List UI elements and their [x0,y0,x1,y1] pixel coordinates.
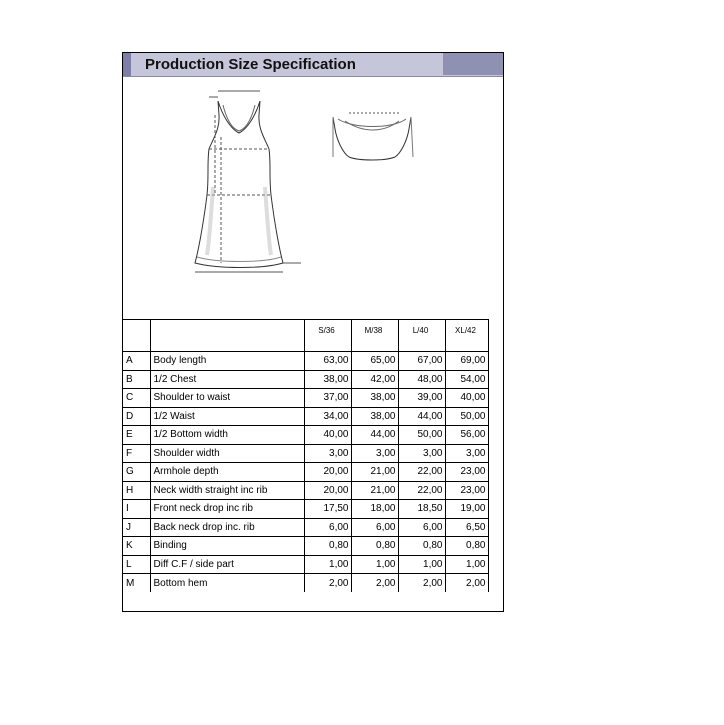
row-label: Front neck drop inc rib [150,500,304,519]
size-header: L/40 [398,320,445,352]
row-label: Shoulder to waist [150,389,304,408]
row-value: 2,00 [398,574,445,593]
title-accent-right [443,53,503,75]
row-value: 18,00 [351,500,398,519]
row-value: 17,50 [304,500,351,519]
row-value: 50,00 [445,407,488,426]
row-value: 1,00 [445,555,488,574]
header-code-cell [123,320,150,352]
row-value: 3,00 [304,444,351,463]
row-value: 1,00 [398,555,445,574]
row-value: 20,00 [304,463,351,482]
row-code: D [123,407,150,426]
row-value: 1,00 [304,555,351,574]
size-header: S/36 [304,320,351,352]
row-label: 1/2 Chest [150,370,304,389]
spec-sheet [122,52,504,612]
table-row [123,574,488,593]
row-value: 54,00 [445,370,488,389]
row-value: 37,00 [304,389,351,408]
row-value: 6,00 [398,518,445,537]
size-header: XL/42 [445,320,488,352]
row-value: 38,00 [304,370,351,389]
row-label: Shoulder width [150,444,304,463]
row-value: 2,00 [351,574,398,593]
table-row [123,537,488,556]
row-code: F [123,444,150,463]
row-value: 50,00 [398,426,445,445]
row-code: G [123,463,150,482]
row-value: 3,00 [351,444,398,463]
row-value: 6,00 [351,518,398,537]
row-label: Diff C.F / side part [150,555,304,574]
row-label: Body length [150,352,304,371]
row-value: 0,80 [351,537,398,556]
row-value: 21,00 [351,481,398,500]
row-value: 40,00 [304,426,351,445]
row-value: 3,00 [398,444,445,463]
row-value: 21,00 [351,463,398,482]
row-value: 39,00 [398,389,445,408]
table-row [123,370,488,389]
table-row [123,444,488,463]
row-value: 44,00 [398,407,445,426]
row-label: Back neck drop inc. rib [150,518,304,537]
table-row [123,518,488,537]
size-header: M/38 [351,320,398,352]
row-code: K [123,537,150,556]
row-value: 34,00 [304,407,351,426]
back-view-drawing [333,113,413,160]
table-row [123,407,488,426]
row-value: 6,00 [304,518,351,537]
title-bar [123,53,503,77]
title-accent-left [123,53,131,76]
spec-table-area [123,319,503,592]
row-value: 69,00 [445,352,488,371]
row-value: 19,00 [445,500,488,519]
row-value: 48,00 [398,370,445,389]
row-value: 23,00 [445,481,488,500]
table-row [123,481,488,500]
row-code: L [123,555,150,574]
row-code: A [123,352,150,371]
row-value: 0,80 [304,537,351,556]
table-row [123,500,488,519]
table-row [123,426,488,445]
row-code: M [123,574,150,593]
row-label: Armhole depth [150,463,304,482]
table-row [123,463,488,482]
row-value: 42,00 [351,370,398,389]
row-value: 23,00 [445,463,488,482]
row-label: Binding [150,537,304,556]
row-value: 67,00 [398,352,445,371]
row-value: 22,00 [398,481,445,500]
row-code: J [123,518,150,537]
table-row [123,555,488,574]
header-desc-cell [150,320,304,352]
row-value: 20,00 [304,481,351,500]
row-value: 63,00 [304,352,351,371]
row-value: 2,00 [304,574,351,593]
row-value: 56,00 [445,426,488,445]
row-value: 2,00 [445,574,488,593]
row-code: I [123,500,150,519]
row-code: E [123,426,150,445]
row-value: 0,80 [398,537,445,556]
table-header-row [123,320,488,352]
row-value: 22,00 [398,463,445,482]
row-label: Neck width straight inc rib [150,481,304,500]
size-spec-table [123,319,489,592]
garment-sketch [123,77,503,317]
row-value: 0,80 [445,537,488,556]
row-label: Bottom hem [150,574,304,593]
row-value: 38,00 [351,407,398,426]
row-value: 65,00 [351,352,398,371]
row-value: 40,00 [445,389,488,408]
row-value: 1,00 [351,555,398,574]
row-value: 44,00 [351,426,398,445]
front-view-drawing [195,91,301,272]
table-row [123,389,488,408]
row-value: 3,00 [445,444,488,463]
row-value: 38,00 [351,389,398,408]
row-value: 18,50 [398,500,445,519]
row-label: 1/2 Waist [150,407,304,426]
row-code: B [123,370,150,389]
page-title: Production Size Specification [145,56,356,73]
row-value: 6,50 [445,518,488,537]
row-label: 1/2 Bottom width [150,426,304,445]
row-code: C [123,389,150,408]
table-row [123,352,488,371]
row-code: H [123,481,150,500]
